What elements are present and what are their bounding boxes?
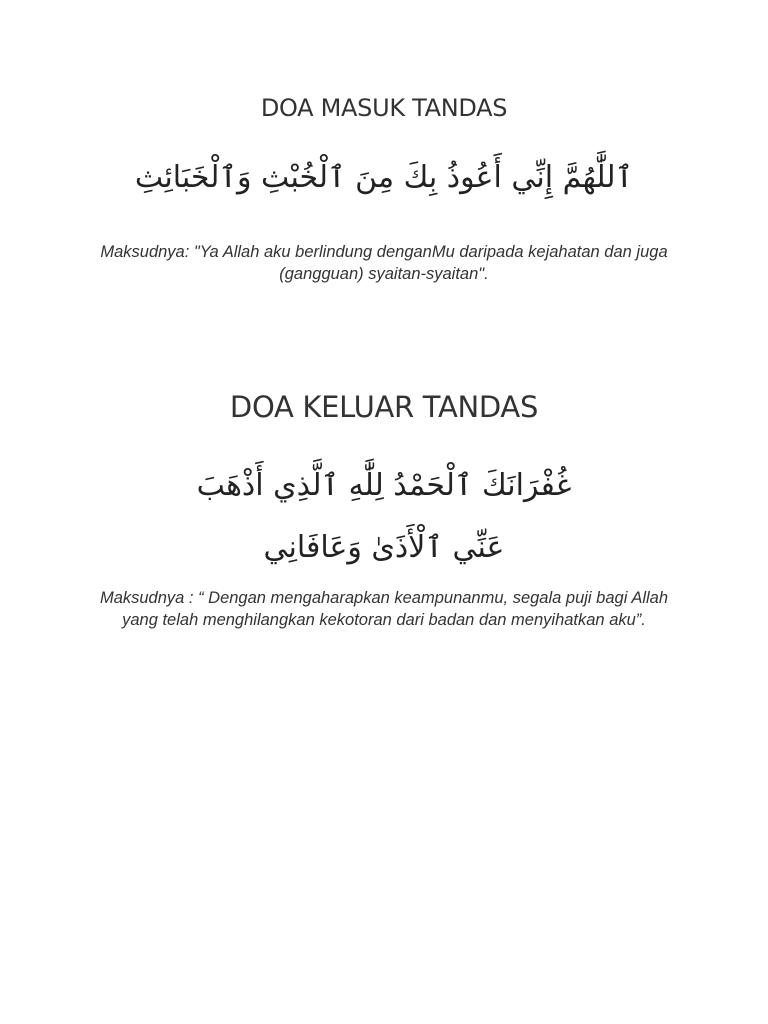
translation-masuk: Maksudnya: "Ya Allah aku berlindung denganMu daripada kejahatan dan juga (gangguan) syaitan-syaitan".	[100, 243, 668, 283]
arabic-prayer-keluar-line-1: غُفْرَانَكَ ٱلْحَمْدُ لِلَّٰهِ ٱلَّذِي أَذْهَبَ	[196, 468, 572, 503]
arabic-prayer-keluar-line-2: عَنِّي ٱلْأَذَىٰ وَعَافَانِي	[263, 530, 505, 565]
section-title-keluar: DOA KELUAR TANDAS	[229, 390, 539, 424]
translation-keluar: Maksudnya : “ Dengan mengaharapkan keampunanmu, segala puji bagi Allah yang telah menghilangkan kekotoran dari badan dan menyihatkan aku”.	[99, 589, 669, 629]
arabic-prayer-masuk: ٱللَّٰهُمَّ إِنِّي أَعُوذُ بِكَ مِنَ ٱلْخُبْثِ وَٱلْخَبَائِثِ	[134, 160, 634, 195]
section-title-masuk: DOA MASUK TANDAS	[260, 94, 508, 122]
